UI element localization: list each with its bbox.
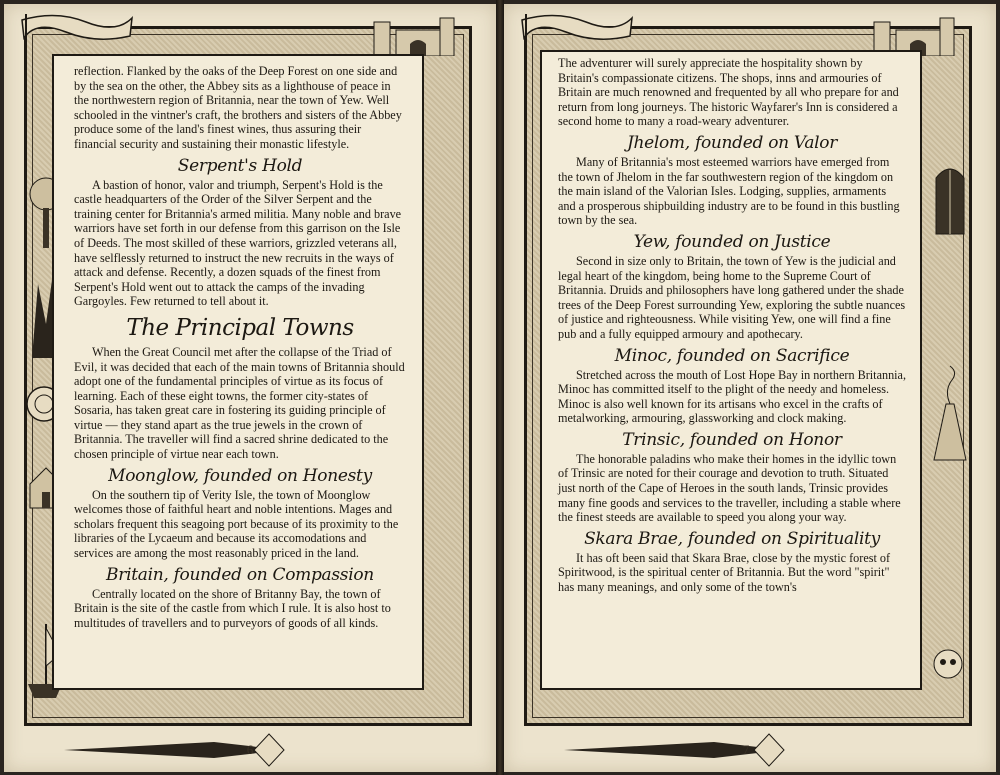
section-heading: The Principal Towns [126,314,354,341]
body-paragraph: When the Great Council met after the collapse of the Triad of Evil, it was decided that each of the main towns of Britannia should adopt one of the fundamental principles of virtue as its focus of learning. Each of these eight towns, the former city-states of Sosaria, has taken great care in fostering its guiding principle of virtue — they stand apart as the true jewels in the crown of Britannia. The traveller will find a sacred shrine dedicated to the chosen principle of virtue near each town. [74,344,405,462]
compass-needle-decoration [554,730,894,770]
page-number: 6 [246,742,254,757]
left-text-panel [52,54,424,690]
book-gutter [496,0,504,775]
compass-needle-decoration [54,730,394,770]
window-decoration [930,154,970,244]
body-paragraph: A bastion of honor, valor and triumph, Serpent's Hold is the castle headquarters of the Order of the Silver Serpent and the training center for Britannia's armed militia. Many noble and brave warriors have set forth in our defense from this garrison on the Isle of Deeds. The most skilled of these warriors, grizzled veterans all, have selflessly returned to instruct the new recruits in the ways of attack and defense. Recently, a dozen squads of the finest from Serpent's Hold went out to attack the camps of the invading Gargoyles. Few returned to tell about it. [74,177,402,309]
town-heading: Britain, founded on Compassion [106,564,374,585]
town-heading: Minoc, founded on Sacrifice [614,345,850,366]
skull-decoration [928,624,968,704]
town-heading: Yew, founded on Justice [633,231,831,252]
body-paragraph: Centrally located on the shore of Britanny Bay, the town of Britain is the site of the castle from which I rule. It is also host to multitudes of travellers and to purveyors of goods of all kinds. [74,586,391,630]
body-paragraph: Stretched across the mouth of Lost Hope Bay in northern Britannia, Minoc has committed itself to the plight of the needy and homeless. Minoc is also well known for its artisans who excel in the crafts of metalworking, armouring, glassworking and clock making. [558,367,907,426]
right-page [504,4,996,772]
body-paragraph: Many of Britannia's most esteemed warriors have emerged from the town of Jhelom in the far southwestern region of the kingdom on the main island of the Valorian Isles. Lodging, supplies, armaments and a prosperous shipbuilding industry are to be found in this bustling town by the sea. [558,154,900,228]
left-page [4,4,496,772]
right-text-panel [540,50,922,690]
body-paragraph: Second in size only to Britain, the town of Yew is the judicial and legal heart of the kingdom, being home to the Supreme Court of Britannia. Druids and philosophers have long gathered under the shade trees of the Deep Forest surrounding Yew, exploring the subtle nuances of justice and righteousness. While visiting Yew, one will find a fine pub and a fully equipped armoury and apothecary. [558,253,906,341]
body-paragraph: reflection. Flanked by the oaks of the Deep Forest on one side and by the sea on the other, the Abbey sits as a lighthouse of peace in the northwestern region of Britannia, near the town of Yew. Well schooled in the vintner's craft, the brothers and sisters of the Abbey produce some of the land's finest wines, thus assuring their financial security and sustaining their monastic lifestyle. [74,64,402,151]
body-paragraph: On the southern tip of Verity Isle, the town of Moonglow welcomes those of faithful heart and noble intentions. Mages and scholars frequent this seagoing port because of its proximity to the libraries of the Lycaeum and because its accomodations and services are among the most reasonably priced in the land. [74,487,399,561]
town-heading: Moonglow, founded on Honesty [108,465,372,486]
town-heading: Serpent's Hold [177,155,303,176]
banner-decoration [16,10,136,50]
town-heading: Trinsic, founded on Honor [622,429,842,450]
town-heading: Skara Brae, founded on Spirituality [584,528,880,549]
banner-decoration [516,10,636,50]
town-heading: Jhelom, founded on Valor [626,132,838,153]
body-paragraph: The adventurer will surely appreciate the hospitality shown by Britain's compassionate citizens. The shops, inns and armouries of Britain are much renowned and frequented by all who prepare for and return from long journeys. The historic Wayfarer's Inn is considered a second home to many a road-weary adventurer. [558,56,899,129]
castle-tower-decoration [366,12,456,56]
body-paragraph: The honorable paladins who make their homes in the idyllic town of Trinsic are noted for their courage and devotion to truth. Situated just north of the Cape of Heroes in the south lands, Trinsic provides many fine goods and services to the traveller, including a stable where the finest steeds are available to speed you along your way. [558,451,901,525]
volcano-decoration [930,364,970,464]
page-number: 7 [742,742,750,757]
body-paragraph: It has oft been said that Skara Brae, close by the mystic forest of Spiritwood, is the spiritual center of Britannia. But the word "spirit" has many meanings, and only some of the town's [558,550,891,595]
